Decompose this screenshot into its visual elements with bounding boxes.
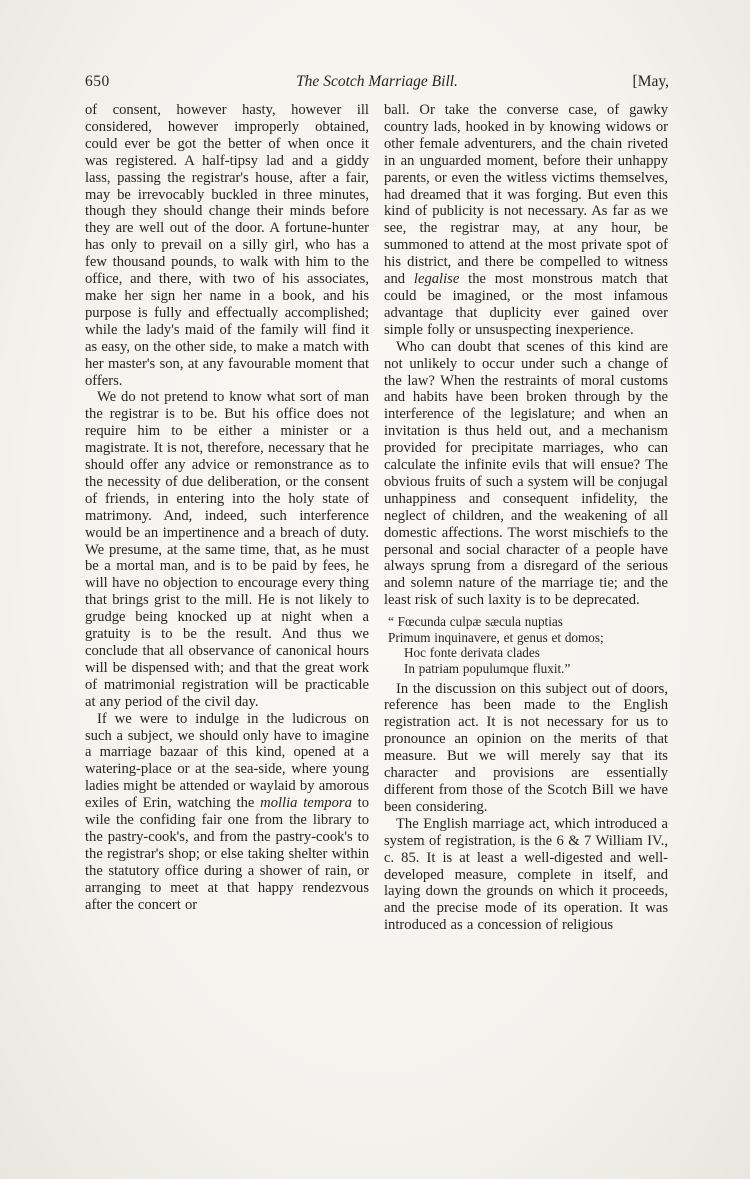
verse-line: In patriam populumque fluxit.” — [404, 660, 571, 676]
verse-line: Primum inquinavere, et genus et domos; — [388, 629, 604, 645]
column-right — [384, 102, 668, 934]
column-left — [85, 102, 369, 934]
italic-phrase: mollia tempora — [260, 795, 352, 812]
text-run: If we were to indulge in the ludicrous on such a subject, we should only have to imagine a marriage bazaar of this kind, opened at a watering-place or at the sea-side, where young ladies might be attended or waylaid by amorous exiles of Erin, watching the — [85, 710, 369, 812]
paragraph — [384, 102, 668, 339]
italic-phrase: legalise — [413, 271, 460, 288]
verse-line: “ Fœcunda culpæ sæcula nuptias — [388, 614, 563, 630]
text-run: the most monstrous match that could be imagined, or the most infamous advantage that duplicity ever gained over simple folly or unsuspecting inexperience. — [384, 271, 668, 338]
page-number: 650 — [85, 73, 110, 90]
verse-line: Hoc fonte derivata clades — [404, 645, 540, 661]
paragraph — [85, 389, 369, 710]
text-run: Who can doubt that scenes of this kind are not unlikely to occur under such a change of the law? When the restraints of moral customs and habits have been broken through by the interference of the legislature; and when an invitation is thus held out, and a mechanism provided for precipitate marriages, who can calculate the infinite evils that will ensue? The obvious fruits of such a system will be conjugal unhappiness and consequent infidelity, the neglect of children, and the weakening of all domestic affections. The worst mischiefs to the personal and social character of a people have always sprung from a disregard of the serious and solemn nature of the marriage tie; and the least risk of such laxity is to be deprecated. — [384, 338, 668, 609]
text-run: to wile the confiding fair one from the library to the pastry-cook's, and from the pastry-cook's to the registrar's shop; or else taking shelter within the statutory office during a shower of rain, or arranging to meet at that happy rendezvous after the concert or — [85, 795, 369, 913]
paragraph — [384, 816, 668, 934]
paragraph — [85, 711, 369, 914]
text-run: ball. Or take the converse case, of gawky country lads, hooked in by knowing widows or other female adventurers, and the chain riveted in an unguarded moment, before their unhappy parents, or even the witless victims themselves, had dreamed that it was forging. But even this kind of publicity is not necessary. As far as we see, the registrar may, at any hour, be summoned to attend at the most private spot of his district, and there be compelled to witness and — [384, 102, 668, 288]
page-header — [85, 72, 669, 91]
paragraph — [384, 339, 668, 610]
text-run: The English marriage act, which introduced a system of registration, is the 6 & 7 William IV., c. 85. It is at least a well-digested and well-developed measure, complete in itself, and laying down the grounds on which it proceeds, and the precise mode of its operation. It was introduced as a concession of religious — [384, 815, 668, 934]
page — [85, 72, 669, 934]
text-run: In the discussion on this subject out of doors, reference has been made to the English registration act. It is not necessary for us to pronounce an opinion on the merits of that measure. But we will merely say that its character and provisions are essentially different from those of the Scotch Bill we have been considering. — [384, 680, 668, 815]
page-title: The Scotch Marriage Bill. — [296, 73, 458, 90]
paragraph — [85, 102, 369, 389]
text-run: We do not pretend to know what sort of man the registrar is to be. But his office does not require him to be either a minister or a magistrate. It is not, therefore, necessary that he should offer any advice or remonstrance as to the necessity of due deliberation, or the consent of friends, in entering into the holy state of matrimony. And, indeed, such interference would be an impertinence and a breach of duty. We presume, at the same time, that, as he must be a mortal man, and is to be paid by fees, he will have no objection to encourage every thing that brings grist to the mill. He is not likely to grudge being knocked up at night when a gratuity is to be the result. And thus we conclude that all observance of canonical hours will be dispensed with; and that the great work of matrimonial registration will be practicable at any period of the civil day. — [85, 389, 369, 710]
issue-date: [May, — [632, 73, 669, 90]
text-run: of consent, however hasty, however ill considered, however improperly obtained, could ever be got the better of when once it was registered. A half-tipsy lad and a giddy lass, passing the registrar's house, after a fair, may be irrevocably buckled in three minutes, though they should change their minds before they are well out of the door. A fortune-hunter has only to prevail on a silly girl, who has a few thousand pounds, to walk with him to the office, and there, with two of his associates, make her sign her name in a book, and his purpose is fully and effectually accomplished; while the lady's maid of the family will find it as easy, on the other side, to make a match with her master's son, at any favourable moment that offers. — [85, 102, 369, 389]
text-columns — [85, 102, 669, 934]
verse-quote — [388, 614, 668, 676]
paragraph — [384, 681, 668, 816]
